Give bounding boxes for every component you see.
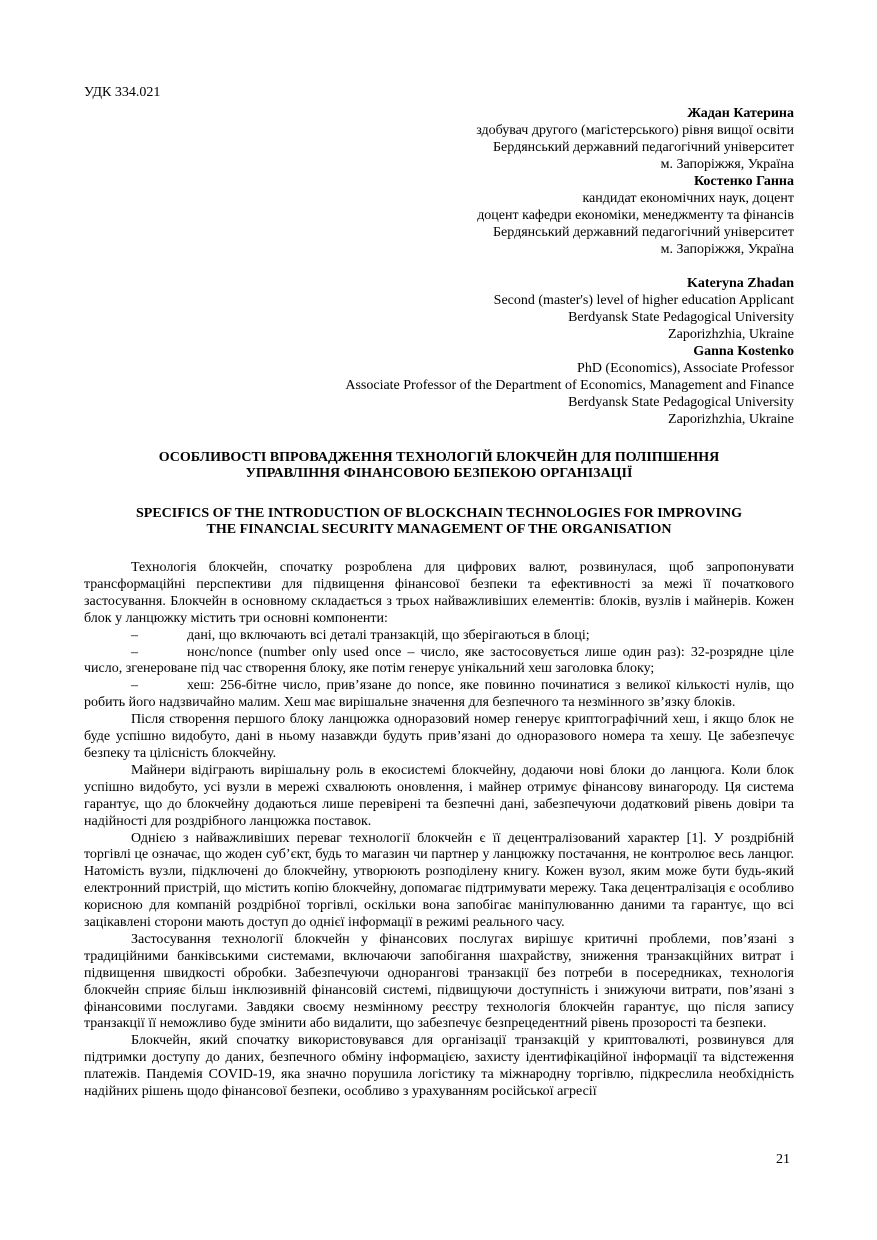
author-line: м. Запоріжжя, Україна — [660, 242, 794, 257]
author-line: Berdyansk State Pedagogical University — [568, 395, 794, 410]
paragraph: Застосування технології блокчейн у фінансових послугах вирішує критичні проблеми, пов’язані з традиційними банківськими системами, включаючи запобігання шахрайству, зниження транзакційних витрат і підвищення швидкості обробки. Забезпечуючи однорангові транзакції без потреби в посередниках, технологія блокчейн сприяє більш інклюзивній фінансовій системі, підвищуючи доступність і знижуючи витрати, пов’язані з фінансовими послугами. Завдяки своєму незмінному реєстру технологія блокчейн гарантує, що після запису транзакції її неможливо буде змінити або видалити, що забезпечує безпрецедентний рівень прозорості та безпеки. — [84, 931, 794, 1032]
author-name: Ganna Kostenko — [693, 344, 794, 359]
author-line: доцент кафедри економіки, менеджменту та фінансів — [477, 208, 794, 223]
author-name: Жадан Катерина — [687, 106, 794, 121]
author-line: PhD (Economics), Associate Professor — [577, 361, 794, 376]
list-item — [84, 678, 794, 712]
author-line: Berdyansk State Pedagogical University — [568, 310, 794, 325]
title-ukrainian — [84, 450, 794, 482]
title-line: THE FINANCIAL SECURITY MANAGEMENT OF THE ORGANISATION — [206, 522, 672, 537]
author-name: Kateryna Zhadan — [687, 276, 794, 291]
list-item-text: дані, що включають всі деталі транзакцій, що зберігаються в блоці; — [187, 627, 590, 643]
title-line: УПРАВЛІННЯ ФІНАНСОВОЮ БЕЗПЕКОЮ ОРГАНІЗАЦІЇ — [245, 466, 633, 481]
list-dash: – — [131, 678, 138, 694]
paragraph: Майнери відіграють вирішальну роль в екосистемі блокчейну, додаючи нові блоки до ланцюга. Коли блок успішно видобуто, усі вузли в мережі схвалюють оновлення, і майнер отримує фінансову винагороду. Ця система гарантує, що до блокчейну додаються лише перевірені та безпечні дані, забезпечуючи додатковий рівень довіри та надійності для роздрібного ланцюжка поставок. — [84, 762, 794, 829]
list-item — [84, 628, 794, 645]
author-line: м. Запоріжжя, Україна — [660, 157, 794, 172]
title-english — [84, 506, 794, 538]
udk-code: УДК 334.021 — [84, 85, 161, 100]
article-body — [84, 560, 794, 1101]
author-line: кандидат економічних наук, доцент — [582, 191, 794, 206]
title-line: SPECIFICS OF THE INTRODUCTION OF BLOCKCHAIN TECHNOLOGIES FOR IMPROVING — [136, 506, 742, 521]
authors-uk — [84, 105, 794, 258]
author-line: Associate Professor of the Department of Economics, Management and Finance — [345, 378, 794, 393]
author-line: Zaporizhzhia, Ukraine — [668, 412, 794, 427]
author-line: Zaporizhzhia, Ukraine — [668, 327, 794, 342]
paragraph: Блокчейн, який спочатку використовувався для організації транзакцій у криптовалюті, розвинувся для підтримки доступу до даних, безпечного обміну інформацією, захисту ідентифікаційної інформації та відстеження платежів. Пандемія COVID-19, яка значно порушила логістику та міжнародну торгівлю, підкреслила необхідність надійних рішень щодо фінансової безпеки, особливо з урахуванням російської агресії — [84, 1033, 794, 1100]
page — [84, 84, 794, 1101]
author-line: Бердянський державний педагогічний університет — [493, 225, 794, 240]
list-dash: – — [131, 627, 138, 643]
author-line: Second (master's) level of higher education Applicant — [493, 293, 794, 308]
author-name: Костенко Ганна — [693, 174, 794, 189]
list-dash: – — [131, 644, 138, 660]
paragraph: Однією з найважливіших переваг технології блокчейн є її децентралізований характер [1]. У роздрібній торгівлі це означає, що жоден суб’єкт, будь то магазин чи партнер у ланцюжку постачання, не контролює весь ланцюг. Натомість вузли, підключені до блокчейну, утворюють розподілену книгу. Кожен вузол, яким може бути будь-який електронний пристрій, що містить копію блокчейну, допомагає підтримувати мережу. Така децентралізація є особливо корисною для компаній роздрібної торгівлі, оскільки вона запобігає маніпулюванню даними та гарантує, що всі зацікавлені сторони мають доступ до однієї інформації в режимі реального часу. — [84, 830, 794, 931]
page-number: 21 — [776, 1152, 790, 1167]
author-line: здобувач другого (магістерського) рівня вищої освіти — [476, 123, 794, 138]
list-item — [84, 645, 794, 679]
paragraph: Технологія блокчейн, спочатку розроблена для цифрових валют, розвинулася, щоб запропонувати трансформаційні перспективи для підвищення фінансової безпеки та ефективності за межі її початкового застосування. Блокчейн в основному складається з трьох найважливіших елементів: блоків, вузлів і майнерів. Кожен блок у ланцюжку містить три основні компоненти: — [84, 560, 794, 626]
list-item-text: нонс/nonce (number only used once – число, яке застосовується лише один раз): 32-розрядне ціле число, згенероване під час створення блоку, яке потім генерує унікальний хеш заголовка блоку; — [84, 644, 794, 677]
title-line: ОСОБЛИВОСТІ ВПРОВАДЖЕННЯ ТЕХНОЛОГІЙ БЛОКЧЕЙН ДЛЯ ПОЛІПШЕННЯ — [158, 450, 720, 465]
paragraph: Після створення першого блоку ланцюжка одноразовий номер генерує криптографічний хеш, і якщо блок не буде успішно видобуто, дані в ньому назавжди будуть прив’язані до одноразового номера та хешу. Це забезпечує безпеку та цілісність блокчейну. — [84, 712, 794, 761]
list-item-text: хеш: 256-бітне число, прив’язане до nonce, яке повинно починатися з великої кількості нулів, що робить його надзвичайно малим. Хеш має вирішальне значення для безпечного та незмінного зв’язку блоків. — [84, 678, 794, 711]
author-line: Бердянський державний педагогічний університет — [493, 140, 794, 155]
authors-en — [84, 275, 794, 428]
